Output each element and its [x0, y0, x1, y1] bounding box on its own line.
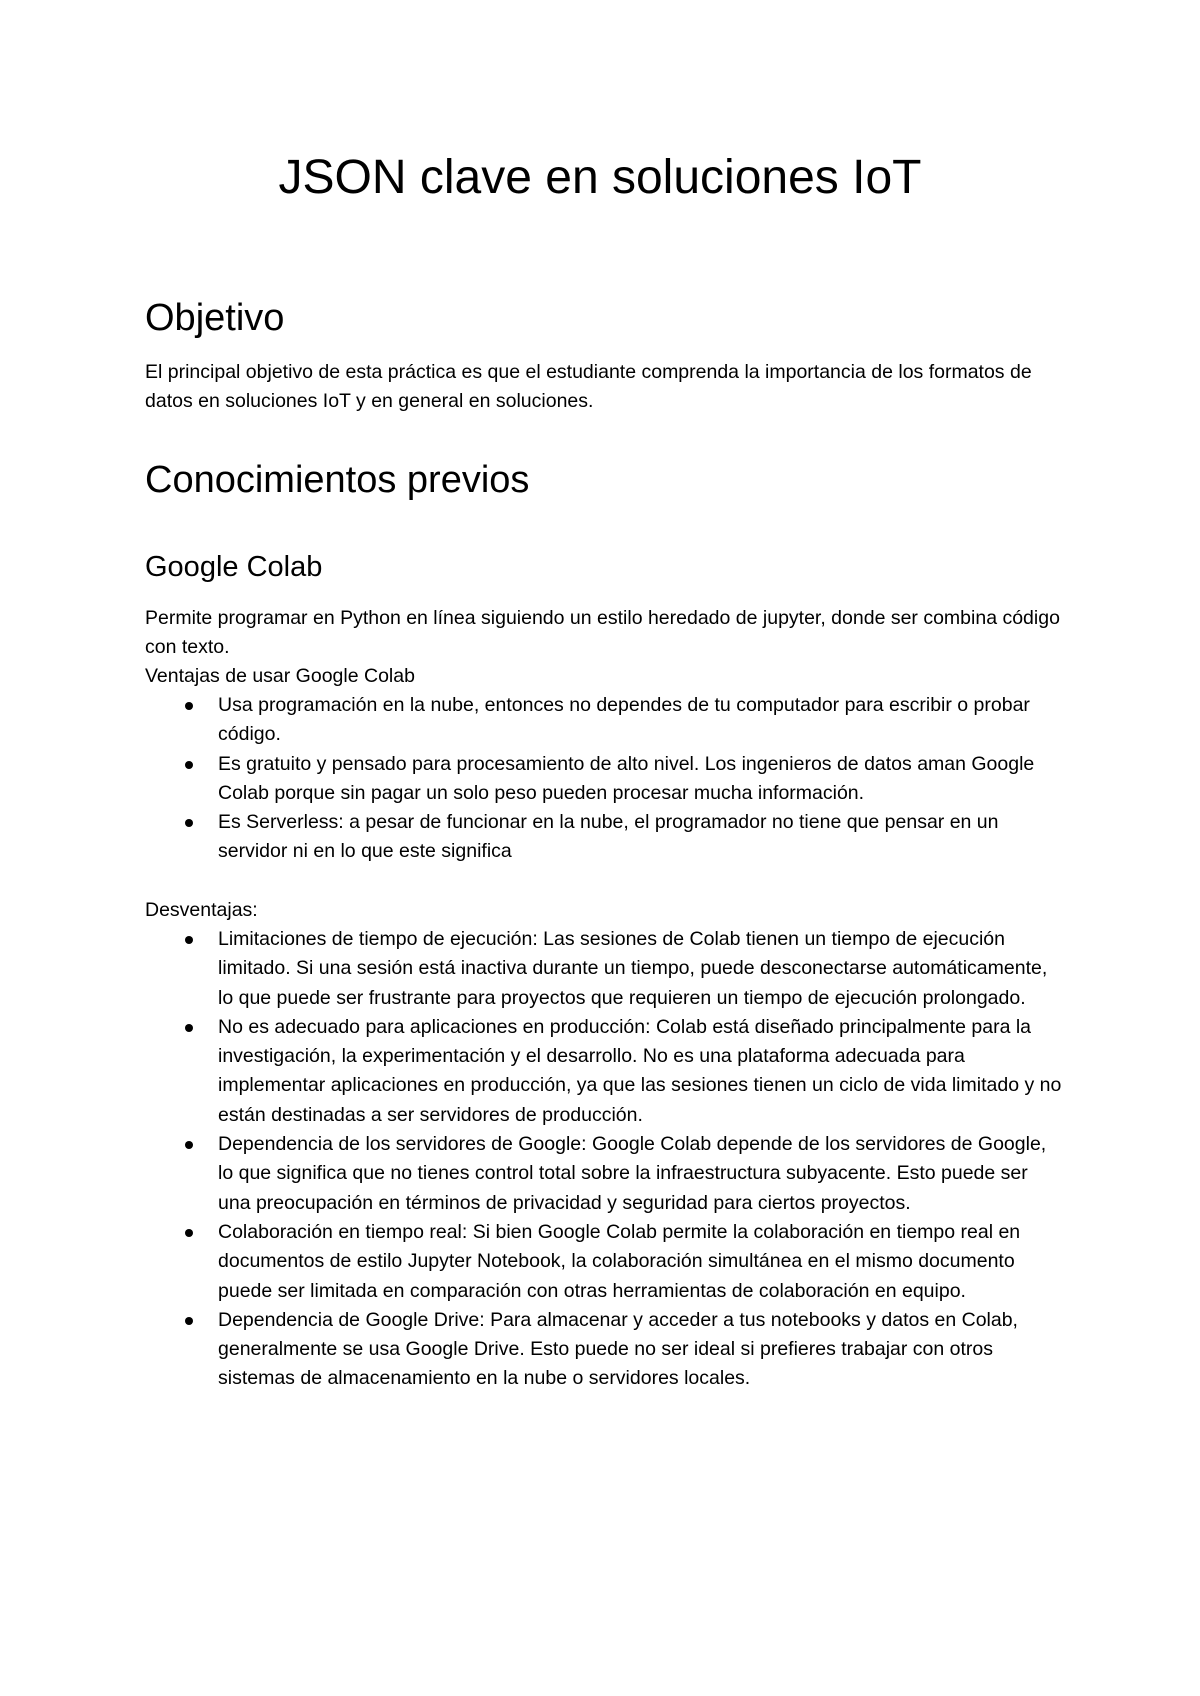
bullet-icon: [185, 761, 193, 769]
bullet-icon: [185, 1317, 193, 1325]
bullet-icon: [185, 819, 193, 827]
list-item-text: Es Serverless: a pesar de funcionar en la nube, el programador no tiene que pensar en un servidor ni en lo que este significa: [218, 811, 999, 863]
list-item-text: Dependencia de Google Drive: Para almacenar y acceder a tus notebooks y datos en Colab, generalmente se usa Google Drive. Esto puede no ser ideal si prefieres trabajar con otros sistemas de almacenamiento en la nube o servidores locales.: [218, 1308, 1018, 1390]
heading-conocimientos-previos: Conocimientos previos: [145, 459, 530, 501]
list-item-text: Colaboración en tiempo real: Si bien Google Colab permite la colaboración en tiempo real en documentos de estilo Jupyter Notebook, la colaboración simultánea en el mismo documento puede ser limitada en comparación con otras herramientas de colaboración en equipo.: [218, 1220, 1021, 1302]
heading-google-colab: Google Colab: [145, 551, 323, 583]
list-item-text: Limitaciones de tiempo de ejecución: Las sesiones de Colab tienen un tiempo de ejecución limitado. Si una sesión está inactiva durante un tiempo, puede desconectarse automáticamente, lo que puede ser frustrante para proyectos que requieren un tiempo de ejecución prolongado.: [218, 928, 1048, 1009]
list-item: [145, 808, 1065, 867]
list-item-text: Dependencia de los servidores de Google: Google Colab depende de los servidores de Google, lo que significa que no tienes control total sobre la infraestructura subyacente. Esto puede ser una preocupación en términos de privacidad y seguridad para ciertos proyectos.: [218, 1133, 1047, 1214]
colab-intro-paragraph: Permite programar en Python en línea siguiendo un estilo heredado de jupyter, donde ser combina código con texto.: [145, 607, 1060, 659]
bullet-icon: [185, 936, 193, 944]
desventajas-list: [145, 925, 1065, 1394]
ventajas-list: [145, 691, 1065, 867]
heading-objetivo: Objetivo: [145, 297, 285, 339]
list-item: [145, 925, 1065, 1013]
list-item: [145, 750, 1065, 809]
desventajas-label: Desventajas:: [145, 899, 258, 921]
list-item: [145, 1013, 1065, 1130]
list-item: [145, 1218, 1065, 1306]
document-title: JSON clave en soluciones IoT: [278, 151, 922, 204]
ventajas-label: Ventajas de usar Google Colab: [145, 665, 415, 687]
bullet-icon: [185, 1141, 193, 1149]
list-item-text: No es adecuado para aplicaciones en producción: Colab está diseñado principalmente para la investigación, la experimentación y el desarrollo. No es una plataforma adecuada para implementar aplicaciones en producción, ya que las sesiones tienen un ciclo de vida limitado y no están destinadas a ser servidores de producción.: [218, 1015, 1062, 1126]
objetivo-paragraph: El principal objetivo de esta práctica es que el estudiante comprenda la importancia de los formatos de datos en soluciones IoT y en general en soluciones.: [145, 361, 1032, 413]
list-item-text: Usa programación en la nube, entonces no dependes de tu computador para escribir o probar código.: [218, 694, 1030, 746]
list-item: [145, 1130, 1065, 1218]
list-item-text: Es gratuito y pensado para procesamiento de alto nivel. Los ingenieros de datos aman Google Colab porque sin pagar un solo peso pueden procesar mucha información.: [218, 752, 1035, 804]
bullet-icon: [185, 1229, 193, 1237]
bullet-icon: [185, 702, 193, 710]
list-item: [145, 691, 1065, 750]
bullet-icon: [185, 1024, 193, 1032]
list-item: [145, 1306, 1065, 1394]
